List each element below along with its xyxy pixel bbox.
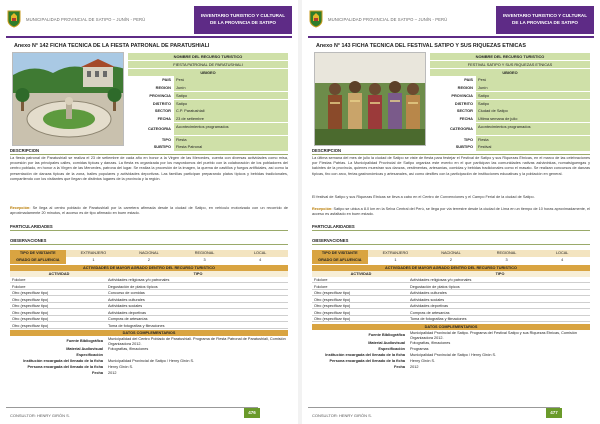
activity-type: Actividades religiosas y/o patronales bbox=[108, 278, 170, 282]
plaza-photo-image bbox=[13, 53, 124, 146]
comp-label: Persona encargada del llenado de la ficha bbox=[329, 359, 405, 363]
affluence-value: 4 bbox=[561, 258, 564, 262]
comp-label: Fuente Bibliográfica bbox=[368, 333, 405, 337]
field-row-provincia bbox=[430, 92, 590, 99]
activities-heading: ACTIVIDADES DE MAYOR AGRADO DENTRO DEL RECURSO TURISTICO bbox=[312, 265, 590, 271]
comp-value: 2012 bbox=[410, 365, 419, 369]
consultant-footer: CONSULTOR: HENRY GIRÓN S. bbox=[312, 413, 372, 418]
activities-heading: ACTIVIDADES DE MAYOR AGRADO DENTRO DEL RECURSO TURISTICO bbox=[10, 265, 288, 271]
access-paragraph bbox=[312, 207, 590, 223]
comp-row bbox=[10, 371, 288, 377]
activity-type: Degustación de platos típicos bbox=[410, 284, 460, 289]
field-value: Festival bbox=[476, 143, 590, 150]
visitor-type-nacional: NACIONAL bbox=[423, 250, 479, 257]
particularidades-heading: PARTICULARIDADES bbox=[10, 224, 53, 229]
field-label: DISTRITO bbox=[152, 100, 171, 106]
activity-row bbox=[10, 297, 288, 303]
activity-type: Actividades culturales bbox=[108, 297, 145, 302]
inventory-title-box bbox=[496, 6, 594, 34]
field-value: Acontecimientos programados bbox=[174, 123, 288, 135]
activity-name: Otro (especificar tipo) bbox=[12, 304, 49, 308]
activity-type: Actividades sociales bbox=[108, 304, 143, 308]
festival-photo bbox=[12, 52, 124, 146]
comp-row bbox=[312, 353, 590, 359]
activity-row bbox=[312, 303, 590, 309]
activity-row bbox=[312, 290, 590, 296]
comp-row bbox=[10, 337, 288, 346]
comp-value: Municipalidad Provincial de Satipo. Programa del Festival Satipo y sus Riquezas Étnicas, Comisión Organizadora 2012. bbox=[410, 331, 577, 340]
activity-row bbox=[312, 284, 590, 290]
field-label: PROVINCIA bbox=[451, 92, 473, 98]
field-label: PAIS bbox=[464, 77, 473, 83]
visitor-type-label: TIPO DE VISITANTE bbox=[312, 250, 368, 257]
activity-row bbox=[10, 290, 288, 296]
access-text: Satipo se ubica a 8.0 km en la Selva Central del Perú, se llega por vía terrestre desde la ciudad de Lima en un tiempo de 10 horas aproximadamente, el acceso es asfaltado en buen estado. bbox=[312, 207, 590, 217]
page-header bbox=[308, 6, 594, 34]
comp-label: Institución encargada del llenado de la ficha bbox=[23, 359, 103, 363]
activity-name: Folclore bbox=[12, 284, 26, 289]
comp-row bbox=[312, 331, 590, 340]
field-label: FECHA bbox=[459, 116, 473, 122]
section-divider bbox=[312, 230, 590, 231]
municipality-crest-icon bbox=[308, 10, 324, 28]
section-divider bbox=[10, 244, 288, 245]
comp-value: 2012 bbox=[108, 371, 117, 375]
description-heading: DESCRIPCION bbox=[312, 148, 342, 153]
affluence-value: 2 bbox=[449, 258, 453, 262]
resource-info-panel bbox=[430, 53, 590, 151]
activity-name: Otro (especificar tipo) bbox=[12, 323, 49, 328]
comp-label: Fecha bbox=[394, 365, 405, 369]
visitor-header-row bbox=[10, 250, 288, 257]
page-header bbox=[6, 6, 292, 34]
page-number: 476 bbox=[244, 408, 260, 418]
activity-type: Actividades religiosas y/o patronales bbox=[410, 278, 472, 282]
visitor-type-extranjero: EXTRANJERO bbox=[66, 250, 122, 257]
activity-row bbox=[312, 316, 590, 322]
field-label: SUBTIPO bbox=[153, 144, 171, 150]
access-label: Recepción: bbox=[10, 206, 31, 210]
comp-label: Fuente Bibliográfica bbox=[66, 339, 103, 343]
section-divider bbox=[10, 230, 288, 231]
field-label: SECTOR bbox=[456, 108, 473, 114]
activity-type: Toma de fotografías y filmaciones bbox=[108, 323, 165, 328]
activity-name: Folclore bbox=[314, 278, 328, 282]
affluence-value: 1 bbox=[92, 258, 95, 262]
ubigeo-heading: UBIGEO bbox=[430, 69, 590, 76]
comp-value: Henry Girón S. bbox=[108, 365, 134, 369]
header-divider bbox=[308, 36, 594, 38]
activity-type: Actividades deportivas bbox=[410, 304, 448, 308]
field-row-categoria bbox=[128, 123, 288, 135]
field-label: FECHA bbox=[157, 116, 171, 122]
page-476 bbox=[0, 0, 298, 424]
field-value: Satipo bbox=[174, 100, 288, 107]
field-row-region bbox=[430, 84, 590, 91]
visitor-values-row bbox=[312, 257, 590, 264]
comp-label: Material Audiovisual bbox=[66, 347, 103, 351]
activity-name: Otro (especificar tipo) bbox=[314, 310, 351, 315]
field-row-sector bbox=[430, 107, 590, 114]
footer-divider bbox=[6, 407, 258, 408]
description-heading: DESCRIPCION bbox=[10, 148, 40, 153]
visitor-type-extranjero: EXTRANJERO bbox=[368, 250, 424, 257]
field-value: Junín bbox=[174, 84, 288, 91]
description-text: La fiesta patronal de Paratushiali se realiza el 23 de setiembre de cada año en honor a la Virgen de las Mercedes, cuenta con diversas actividades como misa, procesión por las principales calles, comidas típicas y danzas. La fiesta es organizada por los mayordomos del pueblo con la colaboración de los pobladores del centro poblado, en honor a la Virgen de las Mercedes, patrona del lugar. Se realiza la procesión de la imagen, la quema de castillos y fuegos artificiales, así como la presentación de danzas típicas de la zona, bailes populares y actividades deportivas. Las familias participan preparando platos típicos y bebidas tradicionales, compartiendo con los visitantes que llegan de distintos lugares de la provincia y la región. bbox=[10, 156, 288, 181]
festival-photo bbox=[314, 52, 426, 146]
activity-row bbox=[312, 310, 590, 316]
dancers-photo-image bbox=[315, 53, 426, 146]
inventory-title-box bbox=[194, 6, 292, 34]
resource-info-panel bbox=[128, 53, 288, 151]
municipality-label: MUNICIPALIDAD PROVINCIAL DE SATIPO – JUNÍN - PERÚ bbox=[26, 17, 146, 22]
comp-row bbox=[312, 359, 590, 365]
ubigeo-heading: UBIGEO bbox=[128, 69, 288, 76]
complementary-heading: DATOS COMPLEMENTARIOS bbox=[312, 324, 590, 330]
field-label: PAIS bbox=[162, 77, 171, 83]
activity-name: Otro (especificar tipo) bbox=[314, 291, 351, 295]
comp-value bbox=[106, 353, 288, 359]
inventory-title-line1: INVENTARIO TURISTICO Y CULTURAL bbox=[502, 13, 588, 18]
activity-type: Compras de artesanías bbox=[108, 317, 148, 321]
activity-row bbox=[10, 323, 288, 329]
field-row-sector bbox=[128, 107, 288, 114]
field-row-tipo bbox=[430, 136, 590, 143]
field-row-region bbox=[128, 84, 288, 91]
field-row-categoria bbox=[430, 123, 590, 135]
type-column-header: TIPO bbox=[495, 272, 505, 276]
field-label: SUBTIPO bbox=[455, 144, 473, 150]
affluence-value: 2 bbox=[147, 258, 151, 262]
comp-row bbox=[10, 347, 288, 353]
activity-name: Otro (especificar tipo) bbox=[12, 310, 49, 315]
inventory-title-line2: DE LA PROVINCIA DE SATIPO bbox=[210, 20, 276, 25]
field-value: Perú bbox=[476, 76, 590, 83]
header-divider bbox=[6, 36, 292, 38]
visitor-type-local: LOCAL bbox=[232, 250, 288, 257]
field-value: Fiesta bbox=[476, 136, 590, 143]
field-label: CATEGORIA bbox=[449, 126, 473, 132]
field-row-tipo bbox=[128, 136, 288, 143]
comp-row bbox=[10, 353, 288, 359]
visitor-type-regional: REGIONAL bbox=[479, 250, 535, 257]
activity-type: Actividades sociales bbox=[410, 297, 445, 302]
resource-name-value: FESTIVAL SATIPO Y SUS RIQUEZAS ETNICAS bbox=[430, 61, 590, 68]
page-477 bbox=[302, 0, 600, 424]
visitor-type-nacional: NACIONAL bbox=[121, 250, 177, 257]
field-value: Fiesta bbox=[174, 136, 288, 143]
particularidades-heading: PARTICULARIDADES bbox=[312, 224, 355, 229]
activity-name: Otro (especificar tipo) bbox=[314, 317, 351, 321]
field-label: PROVINCIA bbox=[149, 92, 171, 98]
visitor-table bbox=[10, 250, 288, 264]
field-value: Satipo bbox=[174, 92, 288, 99]
activity-name: Otro (especificar tipo) bbox=[12, 297, 49, 302]
field-label: TIPO bbox=[161, 136, 171, 142]
field-row-pais bbox=[430, 76, 590, 83]
comp-value: Municipalidad Provincial de Satipo / Henry Girón S. bbox=[410, 353, 497, 357]
visitor-type-label: TIPO DE VISITANTE bbox=[10, 250, 66, 257]
page-number: 477 bbox=[546, 408, 562, 418]
observaciones-heading: OBSERVACIONES bbox=[312, 238, 349, 243]
resource-name-value: FIESTA PATRONAL DE PARATUSHIALI bbox=[128, 61, 288, 68]
field-label: SECTOR bbox=[154, 108, 171, 114]
description-text: La última semana del mes de julio la ciudad de Satipo se viste de fiesta para festejar el Festival de Satipo y sus Riquezas Étnicas, en el marco de las celebraciones por Fiestas Patrias. La Municipalidad Provincial de Satipo organiza este evento en el que participan las comunidades nativas asháninkas, nomatsiguengas y kakintes de la provincia, quienes muestran sus danzas, vestimentas, artesanías, comidas y bebidas tradicionales como el masato. Se realizan concursos de danzas típicas, tiro con arco, ferias gastronómicas y artesanales, así como desfiles con la participación de instituciones educativas y la población en general. bbox=[312, 156, 590, 176]
observaciones-heading: OBSERVACIONES bbox=[10, 238, 47, 243]
comp-label: Persona encargada del llenado de la ficha bbox=[27, 365, 103, 369]
activity-row bbox=[10, 303, 288, 309]
activity-type: Actividades deportivas bbox=[108, 310, 146, 315]
field-row-pais bbox=[128, 76, 288, 83]
field-value: C.P. Paratushiali bbox=[174, 107, 288, 114]
access-label: Recepción: bbox=[312, 207, 333, 211]
field-value: Fiesta Patronal bbox=[174, 143, 288, 150]
field-value: Satipo bbox=[476, 100, 590, 107]
description-text-2: El festival de Satipo y sus Riquezas Étnicas se lleva a cabo en el Centro de Convenciones y el Campo Ferial de la ciudad de Satipo. bbox=[312, 195, 535, 199]
activity-type: Compras de artesanías bbox=[410, 310, 450, 315]
activity-name: Otro (especificar tipo) bbox=[12, 291, 49, 295]
comp-label: Fecha bbox=[92, 371, 103, 375]
activity-row bbox=[10, 277, 288, 283]
field-value: Junín bbox=[476, 84, 590, 91]
affluence-value: 1 bbox=[394, 258, 397, 262]
field-row-provincia bbox=[128, 92, 288, 99]
activity-type: Concurso de comidas bbox=[108, 291, 145, 295]
comp-value: Fotografías, filmaciones bbox=[410, 341, 451, 345]
complementary-heading: DATOS COMPLEMENTARIOS bbox=[10, 330, 288, 336]
activity-name: Folclore bbox=[12, 278, 26, 282]
footer-divider bbox=[308, 407, 560, 408]
activity-row bbox=[312, 277, 590, 283]
comp-value: Municipalidad Provincial de Satipo / Henry Girón S. bbox=[108, 359, 195, 363]
field-row-fecha bbox=[430, 115, 590, 122]
field-label: REGION bbox=[457, 85, 473, 91]
comp-value: Fotografías, filmaciones bbox=[108, 347, 149, 351]
comp-row bbox=[10, 365, 288, 371]
activity-name: Folclore bbox=[314, 284, 328, 289]
inventory-title-line2: DE LA PROVINCIA DE SATIPO bbox=[512, 20, 578, 25]
comp-value: Henry Girón S. bbox=[410, 359, 436, 363]
section-divider bbox=[312, 244, 590, 245]
affluence-value: 4 bbox=[259, 258, 262, 262]
activity-name: Otro (especificar tipo) bbox=[314, 297, 351, 302]
comp-value: Programas bbox=[410, 347, 429, 351]
affluence-label: GRADO DE AFLUENCIA bbox=[10, 257, 66, 264]
visitor-values-row bbox=[10, 257, 288, 264]
municipality-label: MUNICIPALIDAD PROVINCIAL DE SATIPO – JUNÍN - PERÚ bbox=[328, 17, 448, 22]
activity-row bbox=[10, 316, 288, 322]
inventory-title-line1: INVENTARIO TURISTICO Y CULTURAL bbox=[200, 13, 286, 18]
comp-row bbox=[312, 365, 590, 371]
field-label: DISTRITO bbox=[454, 100, 473, 106]
field-value: Perú bbox=[174, 76, 288, 83]
activity-type: Toma de fotografías y filmaciones bbox=[410, 317, 467, 321]
activity-row bbox=[10, 310, 288, 316]
field-value: Acontecimientos programados bbox=[476, 123, 590, 135]
section-divider bbox=[312, 154, 590, 155]
comp-label: Institución encargada del llenado de la ficha bbox=[325, 353, 405, 357]
field-row-distrito bbox=[128, 100, 288, 107]
resource-name-heading: NOMBRE DEL RECURSO TURISTICO bbox=[430, 53, 590, 60]
access-paragraph bbox=[10, 206, 288, 222]
affluence-label: GRADO DE AFLUENCIA bbox=[312, 257, 368, 264]
type-column-header: TIPO bbox=[193, 272, 203, 276]
field-label: CATEGORIA bbox=[147, 126, 171, 132]
field-value: 23 de setiembre bbox=[174, 115, 288, 122]
resource-name-heading: NOMBRE DEL RECURSO TURISTICO bbox=[128, 53, 288, 60]
visitor-type-regional: REGIONAL bbox=[177, 250, 233, 257]
municipality-crest-icon bbox=[6, 10, 22, 28]
comp-label: Especificación bbox=[76, 353, 103, 357]
section-divider bbox=[10, 154, 288, 155]
visitor-table bbox=[312, 250, 590, 264]
activity-row bbox=[312, 297, 590, 303]
field-value: Ciudad de Satipo bbox=[476, 107, 590, 114]
field-row-fecha bbox=[128, 115, 288, 122]
visitor-type-local: LOCAL bbox=[534, 250, 590, 257]
field-label: REGION bbox=[155, 85, 171, 91]
activity-column-header: ACTIVIDAD bbox=[48, 272, 70, 276]
activity-column-header: ACTIVIDAD bbox=[350, 272, 372, 276]
affluence-value: 3 bbox=[203, 258, 206, 262]
visitor-header-row bbox=[312, 250, 590, 257]
comp-label: Material Audiovisual bbox=[368, 341, 405, 345]
comp-row bbox=[10, 359, 288, 365]
field-label: TIPO bbox=[463, 136, 473, 142]
comp-row bbox=[312, 341, 590, 347]
comp-row bbox=[312, 347, 590, 353]
affluence-value: 3 bbox=[505, 258, 508, 262]
activity-row bbox=[10, 284, 288, 290]
annex-title: Anexo N° 142 FICHA TECNICA DE LA FIESTA PATRONAL DE PARATUSHIALI bbox=[14, 43, 210, 49]
activity-name: Otro (especificar tipo) bbox=[12, 317, 49, 321]
activity-type: Actividades culturales bbox=[410, 291, 447, 295]
comp-label: Especificación bbox=[378, 347, 405, 351]
comp-value: Municipalidad del Centro Poblado de Paratushiali. Programa de Fiesta Patronal de Paratushiali, Comisión Organizadora 2012. bbox=[108, 337, 286, 346]
activity-name: Otro (especificar tipo) bbox=[314, 304, 351, 308]
activity-type: Degustación de platos típicos bbox=[108, 284, 158, 289]
field-value: Satipo bbox=[476, 92, 590, 99]
access-text: Se llega al centro poblado de Paratushiali por la carretera afirmada desde la ciudad de Satipo, en vehículo motorizado con un recorrido de aproximadamente 20 minutos, el acceso es de tipo afirmado en buen estado. bbox=[10, 206, 288, 216]
field-row-distrito bbox=[430, 100, 590, 107]
field-value: Ultima semana de julio bbox=[476, 115, 590, 122]
consultant-footer: CONSULTOR: HENRY GIRÓN S. bbox=[10, 413, 70, 418]
annex-title: Anexo N° 143 FICHA TECNICA DEL FESTIVAL SATIPO Y SUS RIQUEZAS ETNICAS bbox=[316, 43, 526, 49]
